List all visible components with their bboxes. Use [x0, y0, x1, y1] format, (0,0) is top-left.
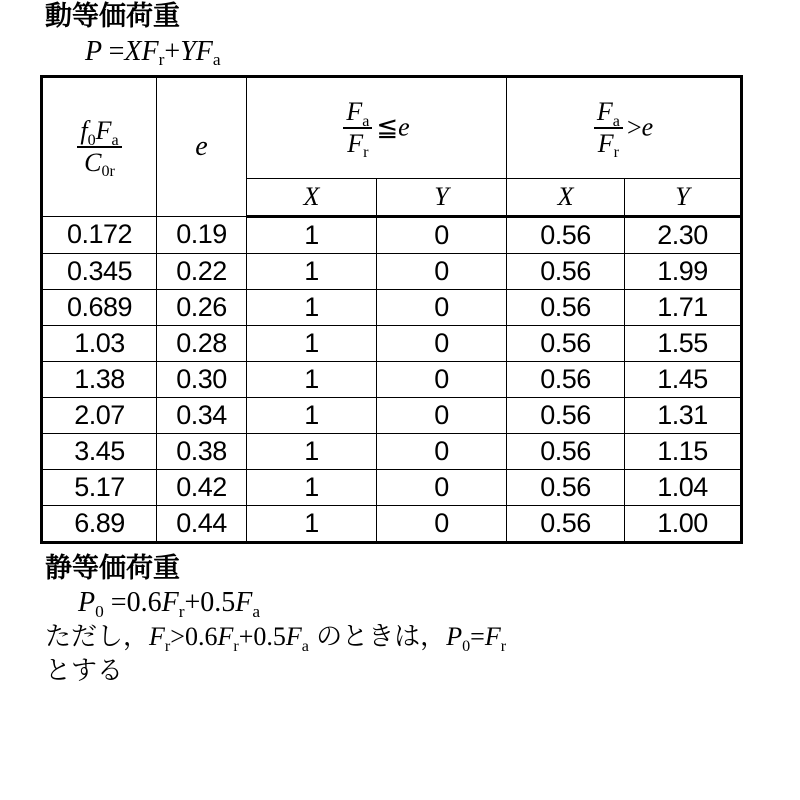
subscript-r3: r [500, 637, 507, 655]
equals-sign: = [108, 35, 125, 67]
cell-y-right: 1.31 [625, 397, 742, 433]
cell-x-right: 0.56 [507, 469, 625, 505]
static-load-condition-tail: とする [45, 655, 124, 686]
table-row [42, 253, 742, 289]
symbol-F3: F [285, 622, 302, 652]
static-load-formula [40, 585, 760, 620]
subscript-0: 0 [95, 601, 104, 621]
header-f0fa-c0r [42, 76, 157, 216]
cell-f0fa-c0r: 1.03 [42, 325, 157, 361]
subscript-a: a [301, 637, 309, 655]
subscript-a: a [212, 50, 221, 70]
cell-e: 0.30 [157, 361, 247, 397]
cell-x-left: 1 [247, 216, 377, 253]
coefficient-06: 0.6 [126, 587, 162, 619]
plus-sign: + [184, 587, 201, 619]
condition-prefix: ただし， [45, 621, 150, 652]
cell-x-right: 0.56 [507, 253, 625, 289]
header-y-left: Y [377, 178, 507, 216]
equivalent-load-factor-table [40, 75, 743, 544]
cell-e: 0.34 [157, 397, 247, 433]
subscript-r: r [178, 601, 185, 621]
symbol-F4: F [484, 622, 501, 652]
cell-f0fa-c0r: 0.345 [42, 253, 157, 289]
table-row [42, 325, 742, 361]
header-x-right: X [507, 178, 625, 216]
subscript-r: r [363, 143, 369, 161]
subscript-a: a [612, 112, 620, 130]
cell-x-left: 1 [247, 253, 377, 289]
equals-sign: = [470, 622, 485, 652]
relation-leq: ≦ [376, 112, 399, 142]
cell-x-right: 0.56 [507, 433, 625, 469]
symbol-e: e [195, 130, 208, 162]
cell-x-left: 1 [247, 397, 377, 433]
relation-gt: > [626, 112, 642, 142]
relation-gt: > [170, 622, 185, 652]
cell-y-left: 0 [377, 253, 507, 289]
subscript-0r: 0r [101, 162, 115, 180]
symbol-f: f [80, 116, 88, 146]
symbol-X: X [124, 35, 142, 67]
fraction-numerator [77, 117, 121, 147]
cell-x-left: 1 [247, 325, 377, 361]
cell-y-right: 1.04 [625, 469, 742, 505]
cell-y-left: 0 [377, 361, 507, 397]
coefficient-06: 0.6 [184, 622, 218, 652]
cell-f0fa-c0r: 1.38 [42, 361, 157, 397]
condition-mid: のときは， [316, 621, 447, 652]
fraction-denominator [77, 147, 121, 180]
subscript-r: r [613, 143, 620, 161]
symbol-F: F [95, 116, 112, 146]
symbol-F: F [149, 622, 165, 652]
cell-y-left: 0 [377, 216, 507, 253]
table-row [42, 289, 742, 325]
dynamic-load-formula [40, 34, 760, 69]
symbol-F: F [597, 128, 614, 158]
symbol-F: F [596, 97, 613, 127]
symbol-e: e [398, 112, 410, 142]
table-row [42, 397, 742, 433]
symbol-F: F [347, 128, 364, 158]
coefficient-05: 0.5 [200, 587, 236, 619]
symbol-F: F [346, 97, 363, 127]
cell-e: 0.28 [157, 325, 247, 361]
cell-y-right: 1.15 [625, 433, 742, 469]
cell-y-right: 1.99 [625, 253, 742, 289]
subscript-a: a [362, 112, 370, 130]
table-row [42, 469, 742, 505]
cell-y-left: 0 [377, 469, 507, 505]
table-row [42, 505, 742, 542]
cell-x-left: 1 [247, 289, 377, 325]
cell-f0fa-c0r: 6.89 [42, 505, 157, 542]
cell-e: 0.44 [157, 505, 247, 542]
header-x-left: X [247, 178, 377, 216]
cell-x-right: 0.56 [507, 216, 625, 253]
cell-y-right: 1.55 [625, 325, 742, 361]
cell-x-right: 0.56 [507, 505, 625, 542]
cell-f0fa-c0r: 5.17 [42, 469, 157, 505]
cell-x-left: 1 [247, 469, 377, 505]
fraction-numerator [594, 98, 623, 128]
symbol-F: F [161, 587, 179, 619]
symbol-F2: F [195, 35, 213, 67]
plus-sign: + [164, 35, 181, 67]
cell-y-left: 0 [377, 505, 507, 542]
symbol-P0: P [446, 622, 463, 652]
cell-y-right: 1.00 [625, 505, 742, 542]
static-load-condition [40, 620, 760, 654]
symbol-F2: F [217, 622, 234, 652]
cell-x-left: 1 [247, 433, 377, 469]
subscript-0: 0 [87, 131, 96, 149]
cell-y-right: 1.45 [625, 361, 742, 397]
table-row [42, 361, 742, 397]
cell-y-left: 0 [377, 289, 507, 325]
fraction-denominator [343, 128, 372, 161]
cell-x-left: 1 [247, 361, 377, 397]
header-e [157, 76, 247, 216]
cell-x-left: 1 [247, 505, 377, 542]
cell-f0fa-c0r: 3.45 [42, 433, 157, 469]
symbol-C: C [84, 147, 102, 177]
cell-x-right: 0.56 [507, 397, 625, 433]
fraction-fa-over-fr-left [343, 97, 372, 161]
table-row [42, 216, 742, 253]
cell-y-left: 0 [377, 397, 507, 433]
cell-e: 0.42 [157, 469, 247, 505]
fraction-fa-over-fr-right [594, 97, 623, 161]
cell-x-right: 0.56 [507, 289, 625, 325]
coefficient-05: 0.5 [253, 622, 286, 652]
cell-f0fa-c0r: 0.689 [42, 289, 157, 325]
subscript-a: a [252, 601, 261, 621]
equals-sign: = [110, 587, 127, 619]
cell-x-right: 0.56 [507, 325, 625, 361]
cell-e: 0.26 [157, 289, 247, 325]
symbol-F: F [141, 35, 159, 67]
fraction-denominator [594, 128, 623, 161]
table-row [42, 433, 742, 469]
symbol-F2: F [235, 587, 253, 619]
plus-sign: + [238, 622, 254, 652]
table-header-row-1 [42, 76, 742, 178]
header-fa-fr-gt-e [507, 76, 742, 178]
cell-y-left: 0 [377, 325, 507, 361]
cell-y-right: 1.71 [625, 289, 742, 325]
cell-f0fa-c0r: 0.172 [42, 216, 157, 253]
subscript-a: a [111, 131, 119, 149]
symbol-Y: Y [180, 35, 196, 67]
subscript-r: r [158, 50, 165, 70]
symbol-P: P [85, 35, 102, 67]
cell-e: 0.38 [157, 433, 247, 469]
cell-y-right: 2.30 [625, 216, 742, 253]
header-y-right: Y [625, 178, 742, 216]
subscript-r2: r [233, 637, 239, 655]
subscript-0: 0 [462, 637, 471, 655]
header-fa-fr-leq-e [247, 76, 507, 178]
cell-e: 0.19 [157, 216, 247, 253]
fraction-numerator [343, 98, 372, 128]
dynamic-load-heading: 動等価荷重 [45, 1, 180, 31]
cell-x-right: 0.56 [507, 361, 625, 397]
symbol-P0: P [78, 587, 96, 619]
cell-y-left: 0 [377, 433, 507, 469]
cell-e: 0.22 [157, 253, 247, 289]
cell-f0fa-c0r: 2.07 [42, 397, 157, 433]
static-load-heading: 静等価荷重 [45, 552, 180, 583]
subscript-r: r [164, 637, 171, 655]
fraction-f0fa-over-c0r [77, 116, 121, 180]
symbol-e: e [641, 112, 654, 142]
